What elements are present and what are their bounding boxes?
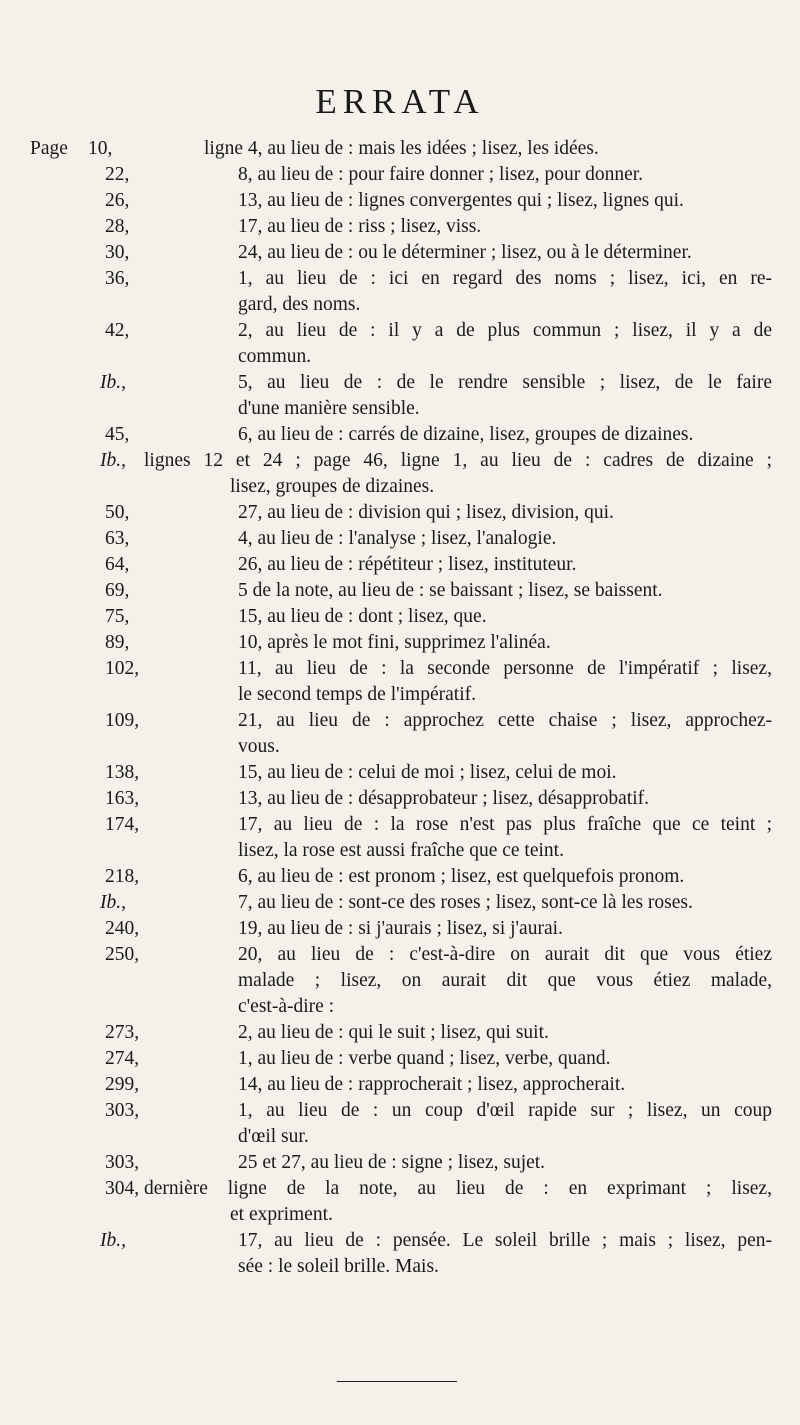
entry-page-number: 30, [105, 242, 130, 263]
entry-line: 2, au lieu de : qui le suit ; lisez, qui suit. [238, 1022, 549, 1043]
errata-entry [30, 214, 772, 240]
errata-entry [30, 240, 772, 266]
errata-entry [30, 942, 772, 1020]
entry-page-number: 299, [105, 1074, 140, 1095]
errata-entry [30, 786, 772, 812]
entry-line: le second temps de l'impératif. [238, 684, 476, 705]
entry-page-number: 218, [105, 866, 140, 887]
entry-page-number: 63, [105, 528, 130, 549]
entry-page-number: 138, [105, 762, 140, 783]
entry-line: 7, au lieu de : sont-ce des roses ; lisez, sont-ce là les roses. [238, 892, 693, 913]
errata-entry [30, 578, 772, 604]
entry-line: lignes 12 et 24 ; page 46, ligne 1, au lieu de : cadres de dizaine ; [144, 450, 772, 471]
errata-entry [30, 448, 772, 500]
entry-line: 10, après le mot fini, supprimez l'alinéa. [238, 632, 551, 653]
entry-line: 20, au lieu de : c'est-à-dire on aurait dit que vous étiez [238, 944, 772, 965]
errata-entry [30, 812, 772, 864]
page-title: ERRATA [315, 82, 485, 121]
errata-entry [30, 708, 772, 760]
entry-line: 6, au lieu de : carrés de dizaine, lisez, groupes de dizaines. [238, 424, 694, 445]
errata-entry [30, 318, 772, 370]
errata-entry [30, 188, 772, 214]
entry-page-number: 89, [105, 632, 130, 653]
errata-entry [30, 864, 772, 890]
entry-line: 21, au lieu de : approchez cette chaise ; lisez, approchez- [238, 710, 772, 731]
entry-line: 11, au lieu de : la seconde personne de l'impératif ; lisez, [238, 658, 772, 679]
entry-line: c'est-à-dire : [238, 996, 335, 1017]
errata-entry [30, 656, 772, 708]
entry-page-number: 273, [105, 1022, 140, 1043]
entry-page-number: 10, [88, 138, 113, 159]
entry-page-number: 75, [105, 606, 130, 627]
entry-page-number: 109, [105, 710, 140, 731]
errata-entry [30, 1150, 772, 1176]
errata-entry [30, 630, 772, 656]
entry-line: lisez, la rose est aussi fraîche que ce teint. [238, 840, 564, 861]
entry-line: malade ; lisez, on aurait dit que vous étiez malade, [238, 970, 772, 991]
entry-line: 14, au lieu de : rapprocherait ; lisez, approcherait. [238, 1074, 626, 1095]
entry-line: d'œil sur. [238, 1126, 309, 1147]
errata-list [30, 136, 772, 1280]
entry-line: 17, au lieu de : la rose n'est pas plus fraîche que ce teint ; [238, 814, 772, 835]
entry-page-number: 22, [105, 164, 130, 185]
entry-page-number: 303, [105, 1152, 140, 1173]
entry-line: 17, au lieu de : riss ; lisez, viss. [238, 216, 482, 237]
entry-page-number: 240, [105, 918, 140, 939]
entry-page-number: Ib., [100, 372, 126, 393]
entry-line: 8, au lieu de : pour faire donner ; lisez, pour donner. [238, 164, 644, 185]
entry-page-number: 69, [105, 580, 130, 601]
entry-page-number: 45, [105, 424, 130, 445]
errata-entry [30, 1020, 772, 1046]
errata-entry [30, 266, 772, 318]
entry-page-number: 42, [105, 320, 130, 341]
entry-line: 25 et 27, au lieu de : signe ; lisez, sujet. [238, 1152, 546, 1173]
errata-entry [30, 1228, 772, 1280]
entry-line: 2, au lieu de : il y a de plus commun ; lisez, il y a de [238, 320, 772, 341]
entry-line: sée : le soleil brille. Mais. [238, 1256, 439, 1277]
closing-rule [337, 1381, 457, 1382]
entry-line: 1, au lieu de : ici en regard des noms ; lisez, ici, en re- [238, 268, 772, 289]
errata-entry [30, 422, 772, 448]
entry-page-number: Ib., [100, 450, 126, 471]
entry-line: vous. [238, 736, 280, 757]
entry-page-number: 303, [105, 1100, 140, 1121]
entry-line: 26, au lieu de : répétiteur ; lisez, instituteur. [238, 554, 577, 575]
errata-entry [30, 1046, 772, 1072]
entry-page-number: 64, [105, 554, 130, 575]
errata-entry [30, 552, 772, 578]
entry-line: 17, au lieu de : pensée. Le soleil brille ; mais ; lisez, pen- [238, 1230, 772, 1251]
entry-line: d'une manière sensible. [238, 398, 420, 419]
entry-line: et expriment. [230, 1204, 333, 1225]
entry-line: 5 de la note, au lieu de : se baissant ; lisez, se baissent. [238, 580, 663, 601]
errata-entry [30, 162, 772, 188]
entry-page-number: Ib., [100, 1230, 126, 1251]
entry-page-number: 163, [105, 788, 140, 809]
entry-page-number: 304, [105, 1178, 140, 1199]
entry-page-number: 28, [105, 216, 130, 237]
entry-line: 24, au lieu de : ou le déterminer ; lisez, ou à le déterminer. [238, 242, 692, 263]
entry-line: ligne 4, au lieu de : mais les idées ; lisez, les idées. [204, 138, 599, 159]
entry-line: gard, des noms. [238, 294, 361, 315]
entry-page-number: 36, [105, 268, 130, 289]
entry-line: 5, au lieu de : de le rendre sensible ; lisez, de le faire [238, 372, 772, 393]
entry-line: 4, au lieu de : l'analyse ; lisez, l'analogie. [238, 528, 557, 549]
entry-line: 27, au lieu de : division qui ; lisez, division, qui. [238, 502, 614, 523]
entry-line: 13, au lieu de : désapprobateur ; lisez, désapprobatif. [238, 788, 649, 809]
entry-page-number: 50, [105, 502, 130, 523]
entry-line: commun. [238, 346, 312, 367]
page-label: Page [30, 138, 68, 159]
entry-page-number: 250, [105, 944, 140, 965]
entry-line: 15, au lieu de : celui de moi ; lisez, celui de moi. [238, 762, 617, 783]
entry-page-number: 274, [105, 1048, 140, 1069]
entry-line: 6, au lieu de : est pronom ; lisez, est quelquefois pronom. [238, 866, 685, 887]
errata-entry [30, 1072, 772, 1098]
errata-entry [30, 890, 772, 916]
entry-page-number: 26, [105, 190, 130, 211]
errata-entry [30, 1098, 772, 1150]
errata-entry [30, 136, 772, 162]
errata-entry [30, 526, 772, 552]
entry-line: 19, au lieu de : si j'aurais ; lisez, si j'aurai. [238, 918, 563, 939]
entry-line: 1, au lieu de : un coup d'œil rapide sur ; lisez, un coup [238, 1100, 772, 1121]
entry-line: dernière ligne de la note, au lieu de : en exprimant ; lisez, [144, 1178, 772, 1199]
errata-entry [30, 1176, 772, 1228]
errata-entry [30, 370, 772, 422]
entry-line: 1, au lieu de : verbe quand ; lisez, verbe, quand. [238, 1048, 611, 1069]
entry-line: 13, au lieu de : lignes convergentes qui ; lisez, lignes qui. [238, 190, 684, 211]
errata-entry [30, 760, 772, 786]
entry-page-number: 102, [105, 658, 140, 679]
entry-line: lisez, groupes de dizaines. [230, 476, 435, 497]
errata-entry [30, 916, 772, 942]
errata-entry [30, 500, 772, 526]
entry-page-number: 174, [105, 814, 140, 835]
errata-entry [30, 604, 772, 630]
entry-line: 15, au lieu de : dont ; lisez, que. [238, 606, 487, 627]
entry-page-number: Ib., [100, 892, 126, 913]
